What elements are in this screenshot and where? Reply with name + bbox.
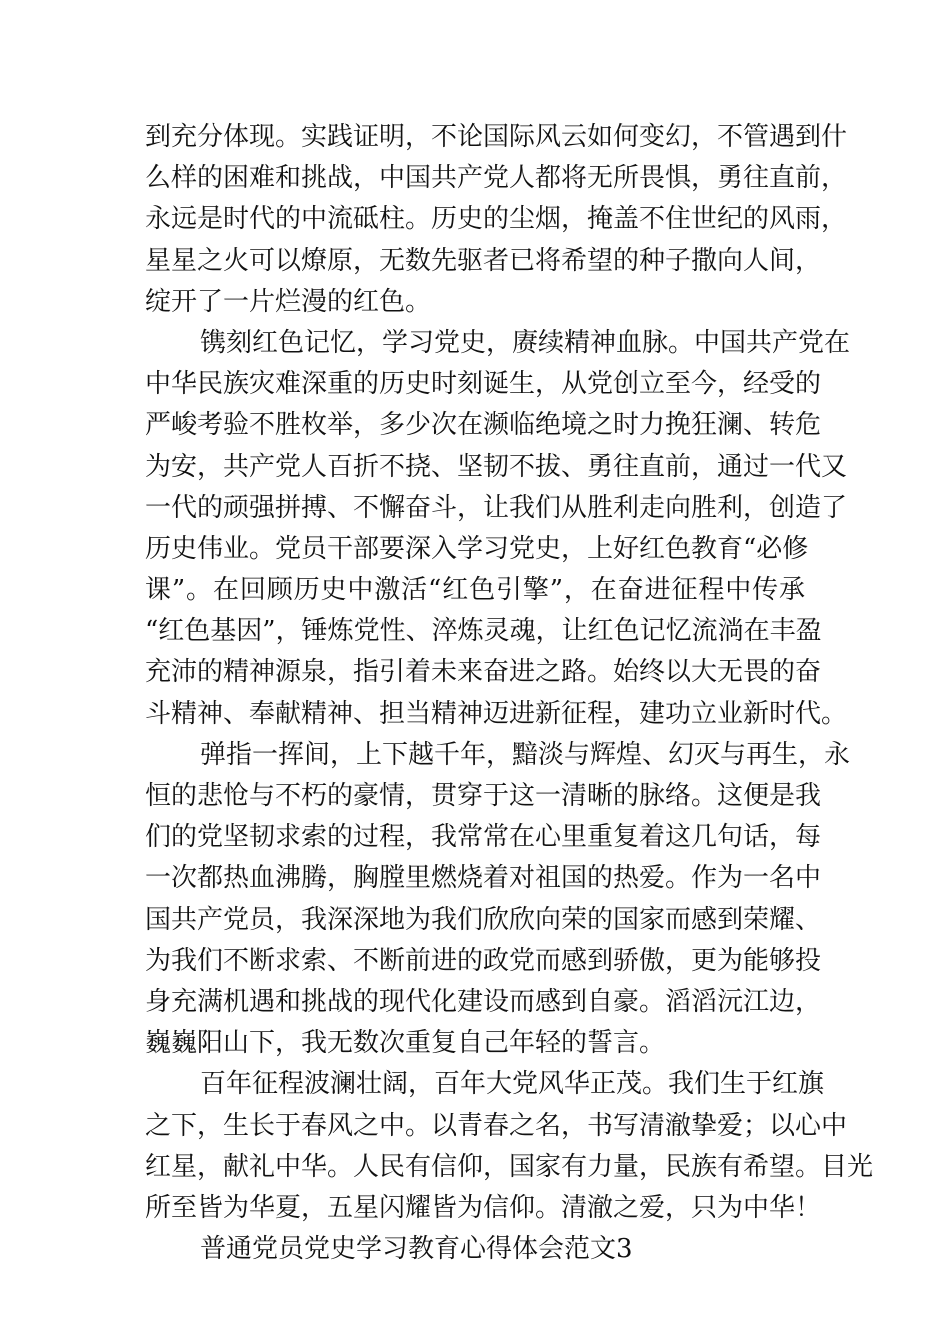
text-line: 身充满机遇和挑战的现代化建设而感到自豪。滔滔沅江边， xyxy=(145,986,822,1017)
text-line: 绽开了一片烂漫的红色。 xyxy=(145,286,432,317)
text-line: 们的党坚韧求索的过程，我常常在心里重复着这几句话，每 xyxy=(145,822,822,853)
text-line: 课”。在回顾历史中激活“红色引擎”，在奋进征程中传承 xyxy=(145,575,805,606)
text-line: 为我们不断求索、不断前进的政党而感到骄傲，更为能够投 xyxy=(145,945,822,976)
text-line: 永远是时代的中流砥柱。历史的尘烟，掩盖不住世纪的风雨， xyxy=(145,204,848,235)
text-line: 为安，共产党人百折不挠、坚韧不拔、勇往直前，通过一代又 xyxy=(145,451,848,482)
text-line: 中华民族灾难深重的历史时刻诞生，从党创立至今，经受的 xyxy=(145,369,822,400)
paragraph-1 xyxy=(145,117,848,323)
text-line: 国共产党员，我深深地为我们欣欣向荣的国家而感到荣耀、 xyxy=(145,904,822,935)
text-line: 星星之火可以燎原，无数先驱者已将希望的种子撒向人间， xyxy=(145,245,822,276)
text-line: 一代的顽强拼搏、不懈奋斗，让我们从胜利走向胜利，创造了 xyxy=(145,492,848,523)
paragraph-4 xyxy=(145,1064,874,1229)
paragraph-3 xyxy=(145,735,851,1065)
text-line: 巍巍阳山下，我无数次重复自己年轻的誓言。 xyxy=(145,1028,666,1059)
text-line: 充沛的精神源泉，指引着未来奋进之路。始终以大无畏的奋 xyxy=(145,657,822,688)
text-line: 斗精神、奉献精神、担当精神迈进新征程，建功立业新时代。 xyxy=(145,698,848,729)
text-line: 所至皆为华夏，五星闪耀皆为信仰。清澈之爱，只为中华！ xyxy=(145,1192,822,1223)
document-body xyxy=(145,117,874,1270)
text-line: 严峻考验不胜枚举，多少次在濒临绝境之时力挽狂澜、转危 xyxy=(145,410,822,441)
text-line: 一次都热血沸腾，胸膛里燃烧着对祖国的热爱。作为一名中 xyxy=(145,863,822,894)
text-line: 弹指一挥间，上下越千年，黯淡与辉煌、幻灭与再生，永 xyxy=(200,739,851,770)
text-line: 之下，生长于春风之中。以青春之名，书写清澈挚爱；以心中 xyxy=(145,1110,848,1141)
paragraph-2 xyxy=(145,323,851,735)
text-line: 历史伟业。党员干部要深入学习党史，上好红色教育“必修 xyxy=(145,533,809,564)
text-line: 红星，献礼中华。人民有信仰，国家有力量，民族有希望。目光 xyxy=(145,1151,874,1182)
heading-line: 普通党员党史学习教育心得体会范文3 xyxy=(200,1234,633,1265)
text-line: “红色基因”，锤炼党性、淬炼灵魂，让红色记忆流淌在丰盈 xyxy=(145,616,822,647)
text-line: 百年征程波澜壮阔，百年大党风华正茂。我们生于红旗 xyxy=(200,1069,825,1100)
text-line: 镌刻红色记忆，学习党史，赓续精神血脉。中国共产党在 xyxy=(200,327,851,358)
text-line: 到充分体现。实践证明，不论国际风云如何变幻，不管遇到什 xyxy=(145,122,848,152)
section-heading xyxy=(145,1229,805,1270)
text-line: 恒的悲怆与不朽的豪情，贯穿于这一清晰的脉络。这便是我 xyxy=(145,781,822,811)
text-line: 么样的困难和挑战，中国共产党人都将无所畏惧，勇往直前， xyxy=(145,163,848,194)
